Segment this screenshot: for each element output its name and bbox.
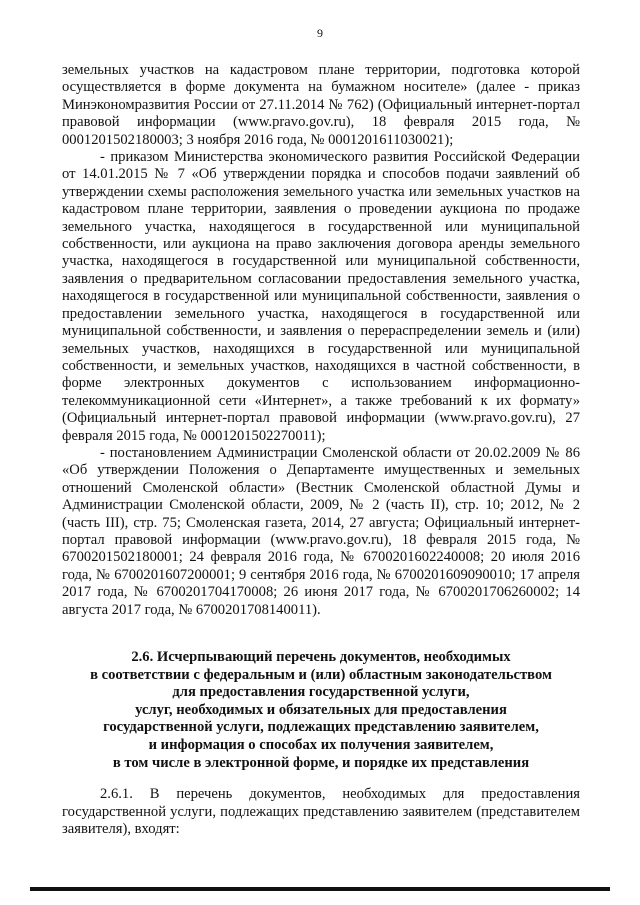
paragraph-continued: земельных участков на кадастровом плане территории, подготовка которой осуществляется в форме документа на бумажном носителе» (далее - приказ Минэкономразвития России от 27.11.2014 № 762) (Официальный интернет-портал правовой информации (www.pravo.gov.ru), 18 февраля 2015 года, № 0001201502180003; 3 ноября 2016 года, № 0001201611030021); bbox=[62, 62, 580, 148]
page-number: 9 bbox=[317, 26, 323, 40]
heading-line: услуг, необходимых и обязательных для предоставления bbox=[135, 701, 507, 718]
heading-line: и информация о способах их получения заявителем, bbox=[148, 736, 494, 753]
heading-line: 2.6. Исчерпывающий перечень документов, необходимых bbox=[131, 649, 511, 665]
scan-edge-line bbox=[30, 887, 610, 891]
paragraph-2-6-1: 2.6.1. В перечень документов, необходимых для предоставления государственной услуги, подлежащих представлению заявителем (представителем заявителя), входят: bbox=[62, 786, 580, 837]
heading-line: государственной услуги, подлежащих представлению заявителем, bbox=[103, 719, 539, 736]
paragraph-resolution-20-02-2009: - постановлением Администрации Смоленской области от 20.02.2009 № 86 «Об утверждении Положения о Департаменте имущественных и земельных отношений Смоленской области» (Вестник Смоленской областной Думы и Администрации Смоленской области, 2009, № 2 (часть II), стр. 10; 2012, № 2 (часть III), стр. 75; Смоленская газета, 2014, 27 августа; Официальный интернет-портал правовой информации (www.pravo.gov.ru), 18 февраля 2015 года, № 6700201502180001; 24 февраля 2016 года, № 6700201602240008; 20 июля 2016 года, № 6700201607200001; 9 сентября 2016 года, № 6700201609090010; 17 апреля 2017 года, № 6700201704170008; 26 июня 2017 года, № 6700201706260002; 14 августа 2017 года, № 6700201708140011). bbox=[62, 444, 580, 618]
heading-line: для предоставления государственной услуги, bbox=[172, 684, 470, 701]
heading-line: в соответствии с федеральным и (или) областным законодательством bbox=[90, 666, 552, 683]
document-body bbox=[62, 62, 580, 838]
heading-line: в том числе в электронной форме, и порядке их представления bbox=[112, 754, 530, 771]
section-heading-2-6 bbox=[62, 649, 580, 772]
paragraph-order-14-01-2015: - приказом Министерства экономического развития Российской Федерации от 14.01.2015 № 7 «Об утверждении порядка и способов подачи заявлений об утверждении схемы расположения земельного участка или земельных участков на кадастровом плане территории, заявления о проведении аукциона по продаже земельного участка, находящегося в государственной или муниципальной собственности, или аукциона на право заключения договора аренды земельного участка, находящегося в государственной или муниципальной собственности, заявления о предварительном согласовании предоставления земельного участка, находящегося в государственной или муниципальной собственности, заявления о предоставлении земельного участка, находящегося в государственной или муниципальной собственности, и заявления о перераспределении земель и (или) земельных участков, находящихся в государственной или муниципальной собственности, и земельных участков, находящихся в частной собственности, в форме электронных документов с использованием информационно-телекоммуникационной сети «Интернет», а также требований к их формату» (Официальный интернет-портал правовой информации (www.pravo.gov.ru), 27 февраля 2015 года, № 0001201502270011); bbox=[62, 149, 580, 444]
